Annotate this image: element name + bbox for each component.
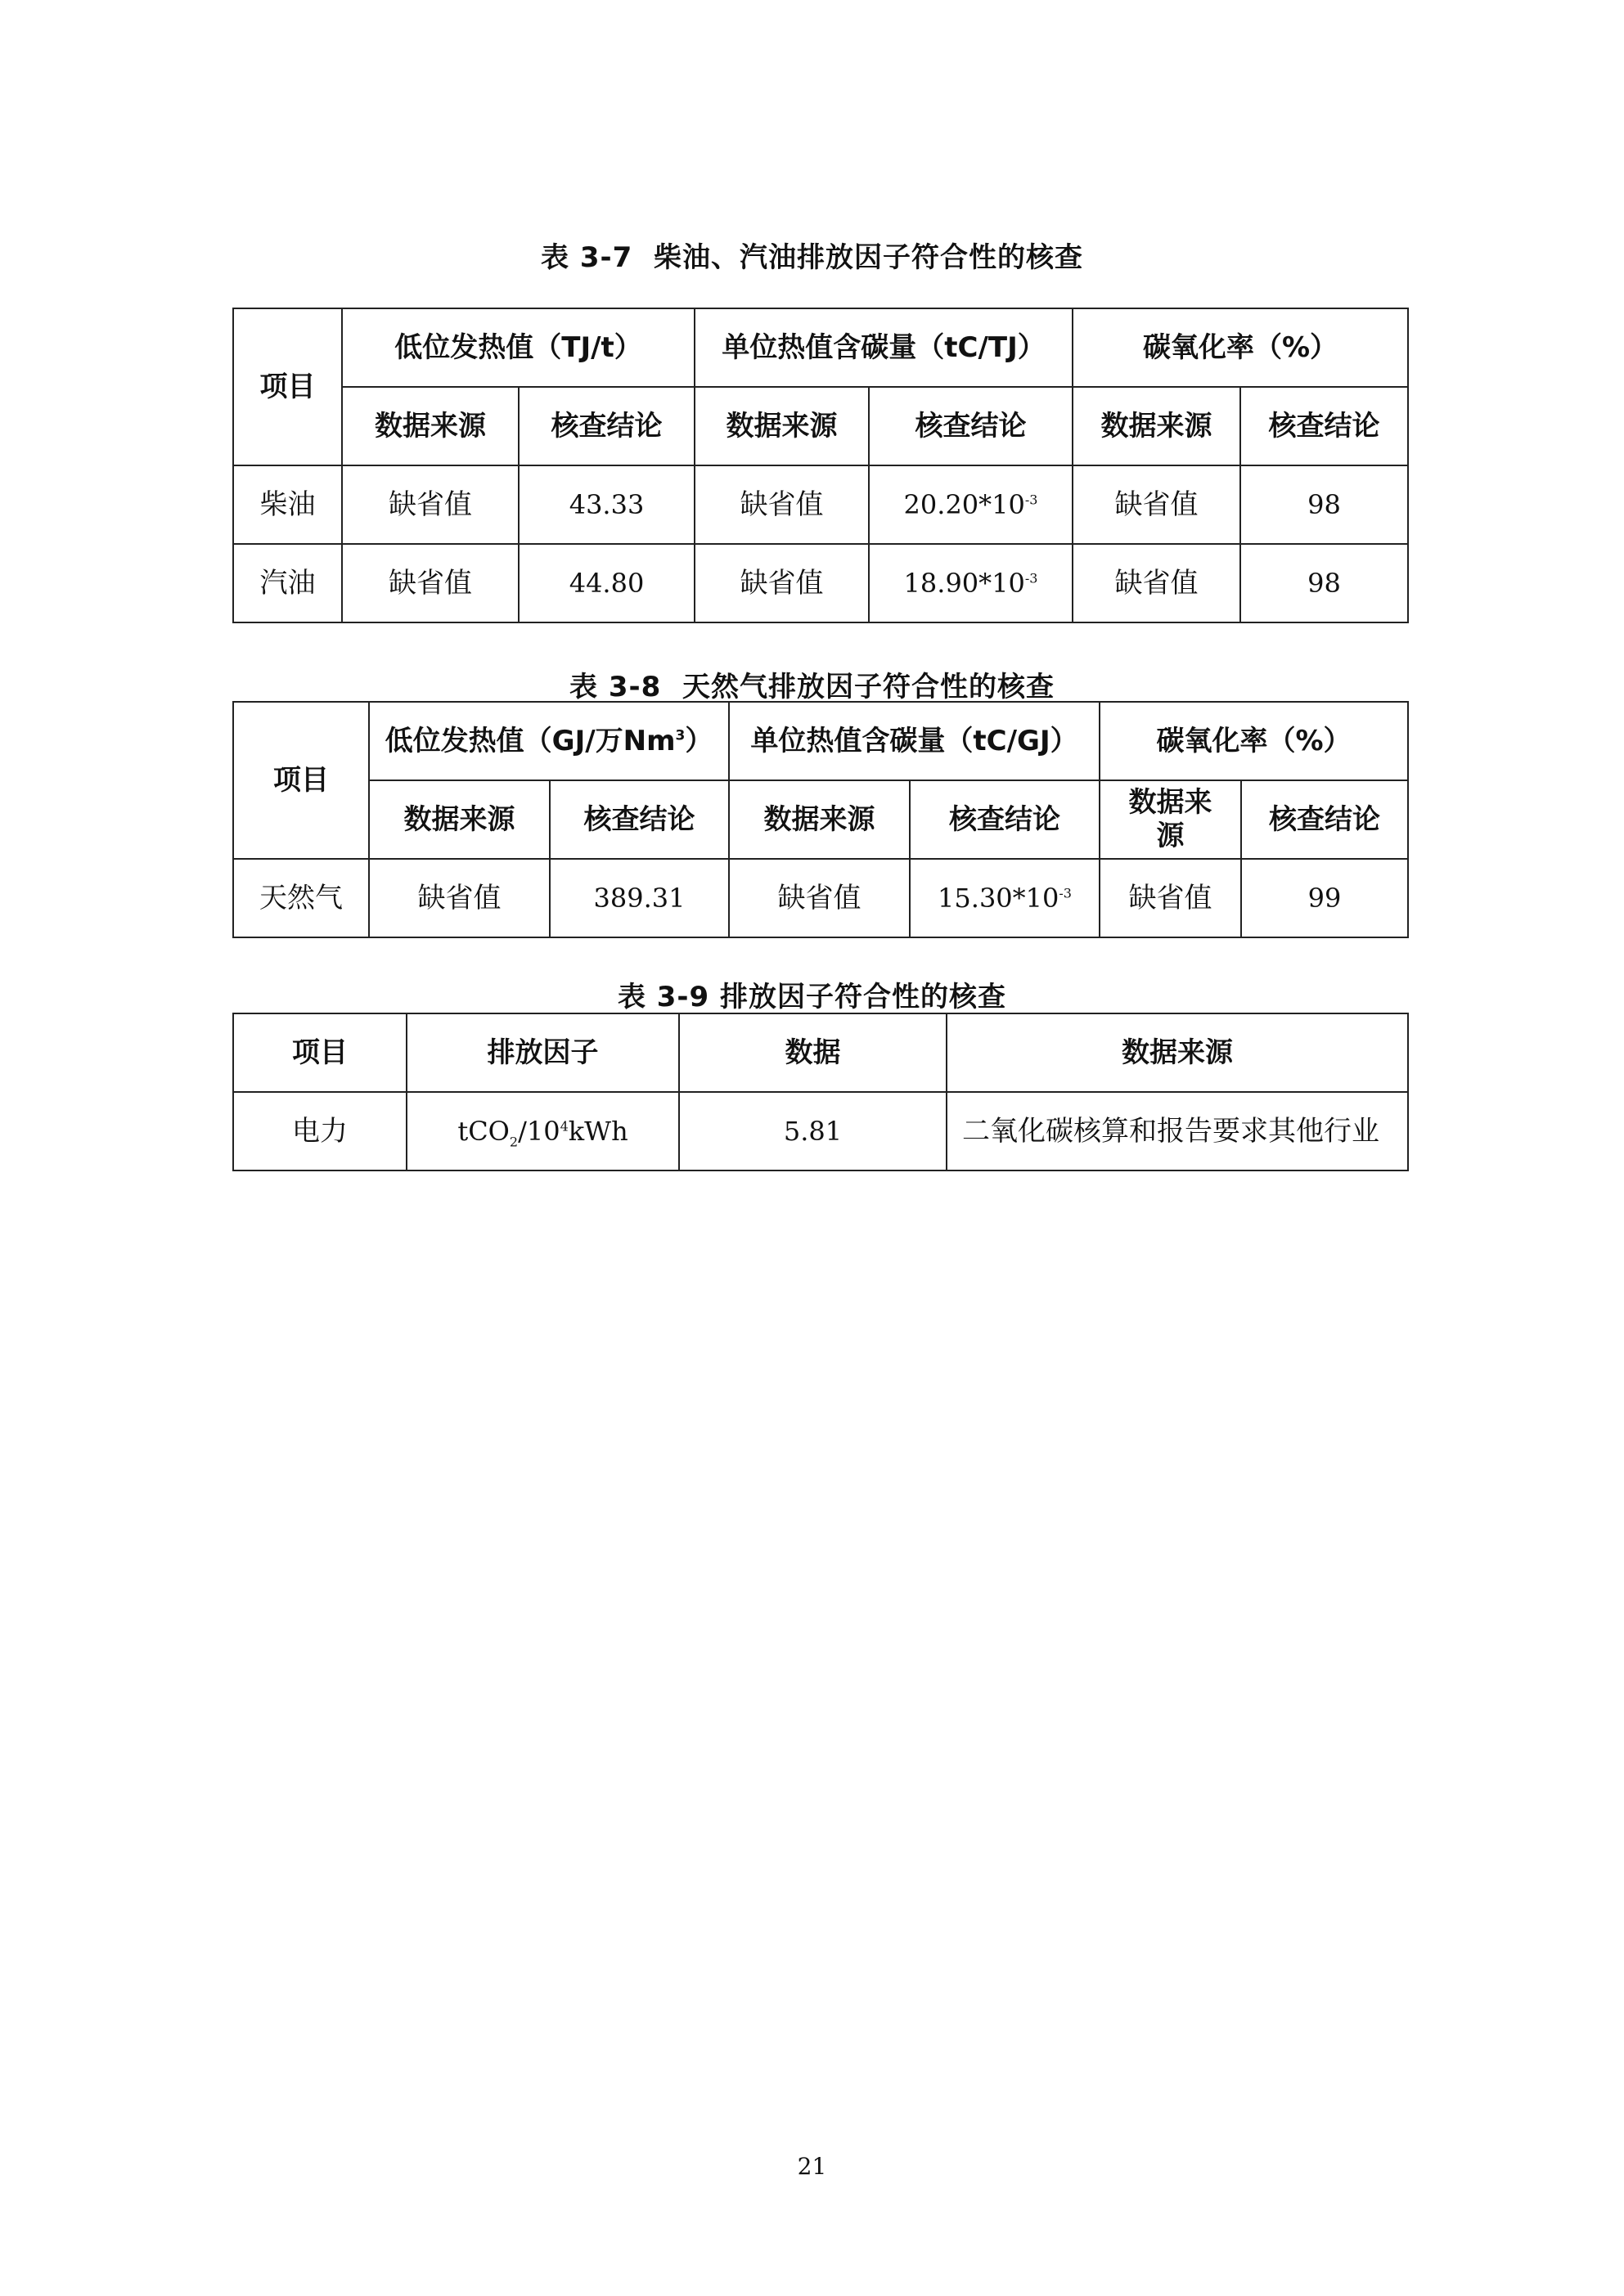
subheader-source: 数据来源 [342, 387, 519, 465]
table-3-8-caption: 表 3-8 天然气排放因子符合性的核查 [569, 671, 1055, 703]
subheader-source: 数据来 源 [1100, 780, 1241, 859]
table-row [233, 1092, 1408, 1170]
cell-value: $15.30*10^{-3}$ [910, 859, 1100, 937]
table-header-item: 项目 [233, 308, 342, 465]
table-header-item: 项目 [233, 702, 369, 859]
table-3-7-caption: 表 3-7 柴油、汽油排放因子符合性的核查 [541, 241, 1083, 274]
cell-value: 5.81 [679, 1092, 947, 1170]
cell-value: 98 [1240, 465, 1408, 544]
cell-source: 缺省值 [1073, 544, 1240, 622]
cell-source: 缺省值 [342, 465, 519, 544]
header-item: 项目 [233, 1013, 407, 1092]
cell-source: 缺省值 [1100, 859, 1241, 937]
cell-source: 缺省值 [729, 859, 910, 937]
cell-source: 二氧化碳核算和报告要求其他行业 [947, 1092, 1408, 1170]
row-name: 电力 [233, 1092, 407, 1170]
table-row [233, 859, 1408, 937]
table-3-7 [232, 308, 1409, 623]
cell-source: 缺省值 [1073, 465, 1240, 544]
row-name: 天然气 [233, 859, 369, 937]
page-number: 21 [797, 2153, 827, 2180]
cell-source: 缺省值 [695, 465, 869, 544]
subheader-conclusion: 核查结论 [869, 387, 1073, 465]
row-name: 汽油 [233, 544, 342, 622]
subheader-conclusion: 核查结论 [519, 387, 695, 465]
header-oxidation-rate: 碳氧化率（%） [1100, 702, 1408, 780]
header-carbon-content: 单位热值含碳量（tC/TJ） [695, 308, 1073, 387]
header-data-source: 数据来源 [947, 1013, 1408, 1092]
header-data: 数据 [679, 1013, 947, 1092]
cell-source: 缺省值 [695, 544, 869, 622]
header-low-heat-value: 低位发热值（GJ/万Nm$^3$） [369, 702, 729, 780]
cell-source: 缺省值 [342, 544, 519, 622]
cell-value: 43.33 [519, 465, 695, 544]
cell-value: 389.31 [550, 859, 729, 937]
header-low-heat-value: 低位发热值（TJ/t） [342, 308, 695, 387]
header-emission-factor: 排放因子 [407, 1013, 679, 1092]
cell-value: 44.80 [519, 544, 695, 622]
header-carbon-content: 单位热值含碳量（tC/GJ） [729, 702, 1100, 780]
table-row [233, 544, 1408, 622]
subheader-source: 数据来源 [695, 387, 869, 465]
cell-emission-factor: $tCO_2/10^4kWh$ [407, 1092, 679, 1170]
subheader-conclusion: 核查结论 [550, 780, 729, 859]
subheader-source: 数据来源 [1073, 387, 1240, 465]
header-oxidation-rate: 碳氧化率（%） [1073, 308, 1408, 387]
row-name: 柴油 [233, 465, 342, 544]
cell-value: $20.20*10^{-3}$ [869, 465, 1073, 544]
cell-source: 缺省值 [369, 859, 550, 937]
cell-value: $18.90*10^{-3}$ [869, 544, 1073, 622]
subheader-source: 数据来源 [369, 780, 550, 859]
cell-value: 98 [1240, 544, 1408, 622]
subheader-conclusion: 核查结论 [910, 780, 1100, 859]
table-3-8 [232, 701, 1409, 938]
subheader-conclusion: 核查结论 [1240, 387, 1408, 465]
table-3-9-caption: 表 3-9 排放因子符合性的核查 [617, 981, 1007, 1013]
cell-value: 99 [1241, 859, 1408, 937]
subheader-conclusion: 核查结论 [1241, 780, 1408, 859]
table-row [233, 465, 1408, 544]
table-3-9 [232, 1013, 1409, 1171]
subheader-source: 数据来源 [729, 780, 910, 859]
